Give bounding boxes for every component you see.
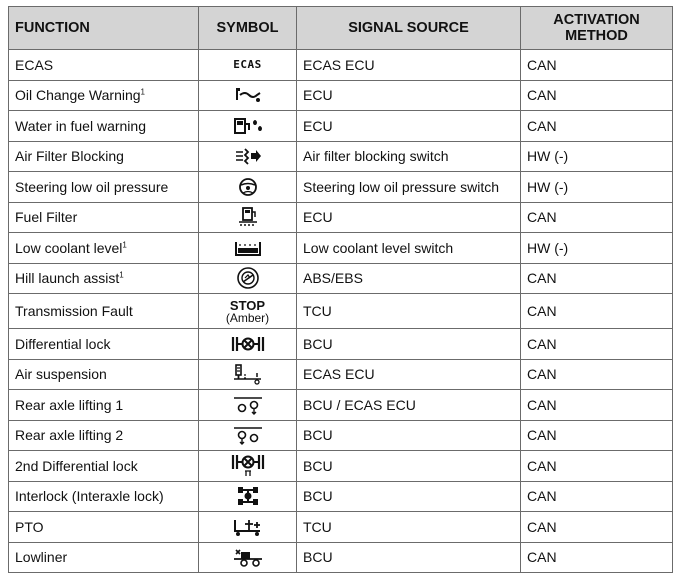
symbol-cell bbox=[199, 512, 297, 543]
rear-axle-lifting-1-icon bbox=[231, 391, 265, 419]
function-cell: Steering low oil pressure bbox=[9, 172, 199, 203]
signal-source-cell: ECU bbox=[297, 111, 521, 142]
symbol-cell bbox=[199, 202, 297, 233]
table-row bbox=[9, 80, 673, 111]
function-table bbox=[8, 6, 673, 573]
table-row bbox=[9, 111, 673, 142]
function-cell: Interlock (Interaxle lock) bbox=[9, 481, 199, 512]
activation-method-cell: CAN bbox=[521, 111, 673, 142]
symbol-cell bbox=[199, 542, 297, 573]
footnote-marker: 1 bbox=[140, 87, 145, 97]
signal-source-cell: BCU bbox=[297, 542, 521, 573]
function-cell bbox=[9, 233, 199, 264]
function-cell: 2nd Differential lock bbox=[9, 451, 199, 482]
function-cell: Water in fuel warning bbox=[9, 111, 199, 142]
activation-method-cell: HW (-) bbox=[521, 141, 673, 172]
table-row bbox=[9, 481, 673, 512]
signal-source-cell: TCU bbox=[297, 512, 521, 543]
second-differential-lock-icon bbox=[230, 451, 266, 479]
footnote-marker: 1 bbox=[122, 240, 127, 250]
function-label: Oil Change Warning bbox=[15, 87, 141, 104]
symbol-cell bbox=[199, 111, 297, 142]
activation-method-cell: CAN bbox=[521, 390, 673, 421]
signal-source-cell: Steering low oil pressure switch bbox=[297, 172, 521, 203]
activation-method-cell: HW (-) bbox=[521, 233, 673, 264]
function-table-wrapper bbox=[8, 6, 673, 573]
table-row bbox=[9, 263, 673, 294]
air-suspension-icon bbox=[232, 360, 264, 388]
activation-method-cell: CAN bbox=[521, 481, 673, 512]
symbol-cell bbox=[199, 294, 297, 329]
function-cell: Differential lock bbox=[9, 329, 199, 360]
signal-source-cell: ECAS ECU bbox=[297, 359, 521, 390]
stop-text: STOP bbox=[229, 297, 266, 313]
activation-method-cell: CAN bbox=[521, 451, 673, 482]
function-cell: Lowliner bbox=[9, 542, 199, 573]
signal-source-cell: BCU bbox=[297, 451, 521, 482]
stop-symbol bbox=[199, 299, 296, 324]
signal-source-cell: ECU bbox=[297, 80, 521, 111]
activation-method-cell: CAN bbox=[521, 80, 673, 111]
symbol-cell bbox=[199, 359, 297, 390]
lowliner-icon bbox=[231, 543, 265, 571]
table-row bbox=[9, 359, 673, 390]
symbol-cell bbox=[199, 420, 297, 451]
activation-method-cell: CAN bbox=[521, 294, 673, 329]
symbol-cell bbox=[199, 80, 297, 111]
function-label: Low coolant level bbox=[15, 239, 123, 256]
fuel-filter-icon bbox=[237, 203, 259, 231]
symbol-cell bbox=[199, 141, 297, 172]
activation-method-cell: CAN bbox=[521, 542, 673, 573]
differential-lock-icon bbox=[230, 330, 266, 358]
function-label: Hill launch assist bbox=[15, 270, 120, 287]
signal-source-cell: ABS/EBS bbox=[297, 263, 521, 294]
table-row bbox=[9, 172, 673, 203]
function-cell: ECAS bbox=[9, 50, 199, 81]
table-row bbox=[9, 329, 673, 360]
table-row bbox=[9, 420, 673, 451]
water-in-fuel-icon bbox=[232, 112, 264, 140]
ecas-symbol-text: ECAS bbox=[233, 58, 262, 72]
function-cell bbox=[9, 263, 199, 294]
header-signal-source: SIGNAL SOURCE bbox=[297, 7, 521, 50]
oil-change-icon bbox=[233, 81, 263, 109]
symbol-cell bbox=[199, 50, 297, 81]
function-cell: Rear axle lifting 1 bbox=[9, 390, 199, 421]
hill-assist-icon bbox=[236, 264, 260, 292]
activation-method-cell: CAN bbox=[521, 50, 673, 81]
footnote-marker: 1 bbox=[119, 270, 124, 280]
header-row bbox=[9, 7, 673, 50]
activation-method-cell: CAN bbox=[521, 420, 673, 451]
table-row bbox=[9, 50, 673, 81]
signal-source-cell: BCU / ECAS ECU bbox=[297, 390, 521, 421]
coolant-level-icon bbox=[233, 234, 263, 262]
pto-icon bbox=[232, 513, 264, 541]
steering-pressure-icon bbox=[235, 173, 261, 201]
activation-method-cell: HW (-) bbox=[521, 172, 673, 203]
table-row bbox=[9, 233, 673, 264]
signal-source-cell: ECAS ECU bbox=[297, 50, 521, 81]
function-cell: PTO bbox=[9, 512, 199, 543]
activation-method-cell: CAN bbox=[521, 329, 673, 360]
table-row bbox=[9, 202, 673, 233]
activation-method-cell: CAN bbox=[521, 512, 673, 543]
activation-method-cell: CAN bbox=[521, 359, 673, 390]
symbol-cell bbox=[199, 263, 297, 294]
symbol-cell bbox=[199, 451, 297, 482]
signal-source-cell: TCU bbox=[297, 294, 521, 329]
signal-source-cell: BCU bbox=[297, 329, 521, 360]
function-cell: Rear axle lifting 2 bbox=[9, 420, 199, 451]
signal-source-cell: ECU bbox=[297, 202, 521, 233]
header-activation-method: ACTIVATION METHOD bbox=[521, 7, 673, 50]
activation-method-cell: CAN bbox=[521, 202, 673, 233]
symbol-cell bbox=[199, 172, 297, 203]
symbol-cell bbox=[199, 233, 297, 264]
signal-source-cell: Low coolant level switch bbox=[297, 233, 521, 264]
table-row bbox=[9, 451, 673, 482]
table-row bbox=[9, 390, 673, 421]
rear-axle-lifting-2-icon bbox=[231, 421, 265, 449]
signal-source-cell: BCU bbox=[297, 481, 521, 512]
signal-source-cell: BCU bbox=[297, 420, 521, 451]
stop-color-text: (Amber) bbox=[225, 310, 270, 325]
symbol-cell bbox=[199, 481, 297, 512]
function-cell: Fuel Filter bbox=[9, 202, 199, 233]
air-filter-icon bbox=[233, 142, 263, 170]
table-row bbox=[9, 542, 673, 573]
symbol-cell bbox=[199, 329, 297, 360]
interlock-icon bbox=[235, 482, 261, 510]
function-cell: Air suspension bbox=[9, 359, 199, 390]
function-cell bbox=[9, 80, 199, 111]
table-row bbox=[9, 512, 673, 543]
function-cell: Transmission Fault bbox=[9, 294, 199, 329]
header-function: FUNCTION bbox=[9, 7, 199, 50]
table-row bbox=[9, 141, 673, 172]
function-cell: Air Filter Blocking bbox=[9, 141, 199, 172]
activation-method-cell: CAN bbox=[521, 263, 673, 294]
header-symbol: SYMBOL bbox=[199, 7, 297, 50]
table-row bbox=[9, 294, 673, 329]
signal-source-cell: Air filter blocking switch bbox=[297, 141, 521, 172]
symbol-cell bbox=[199, 390, 297, 421]
